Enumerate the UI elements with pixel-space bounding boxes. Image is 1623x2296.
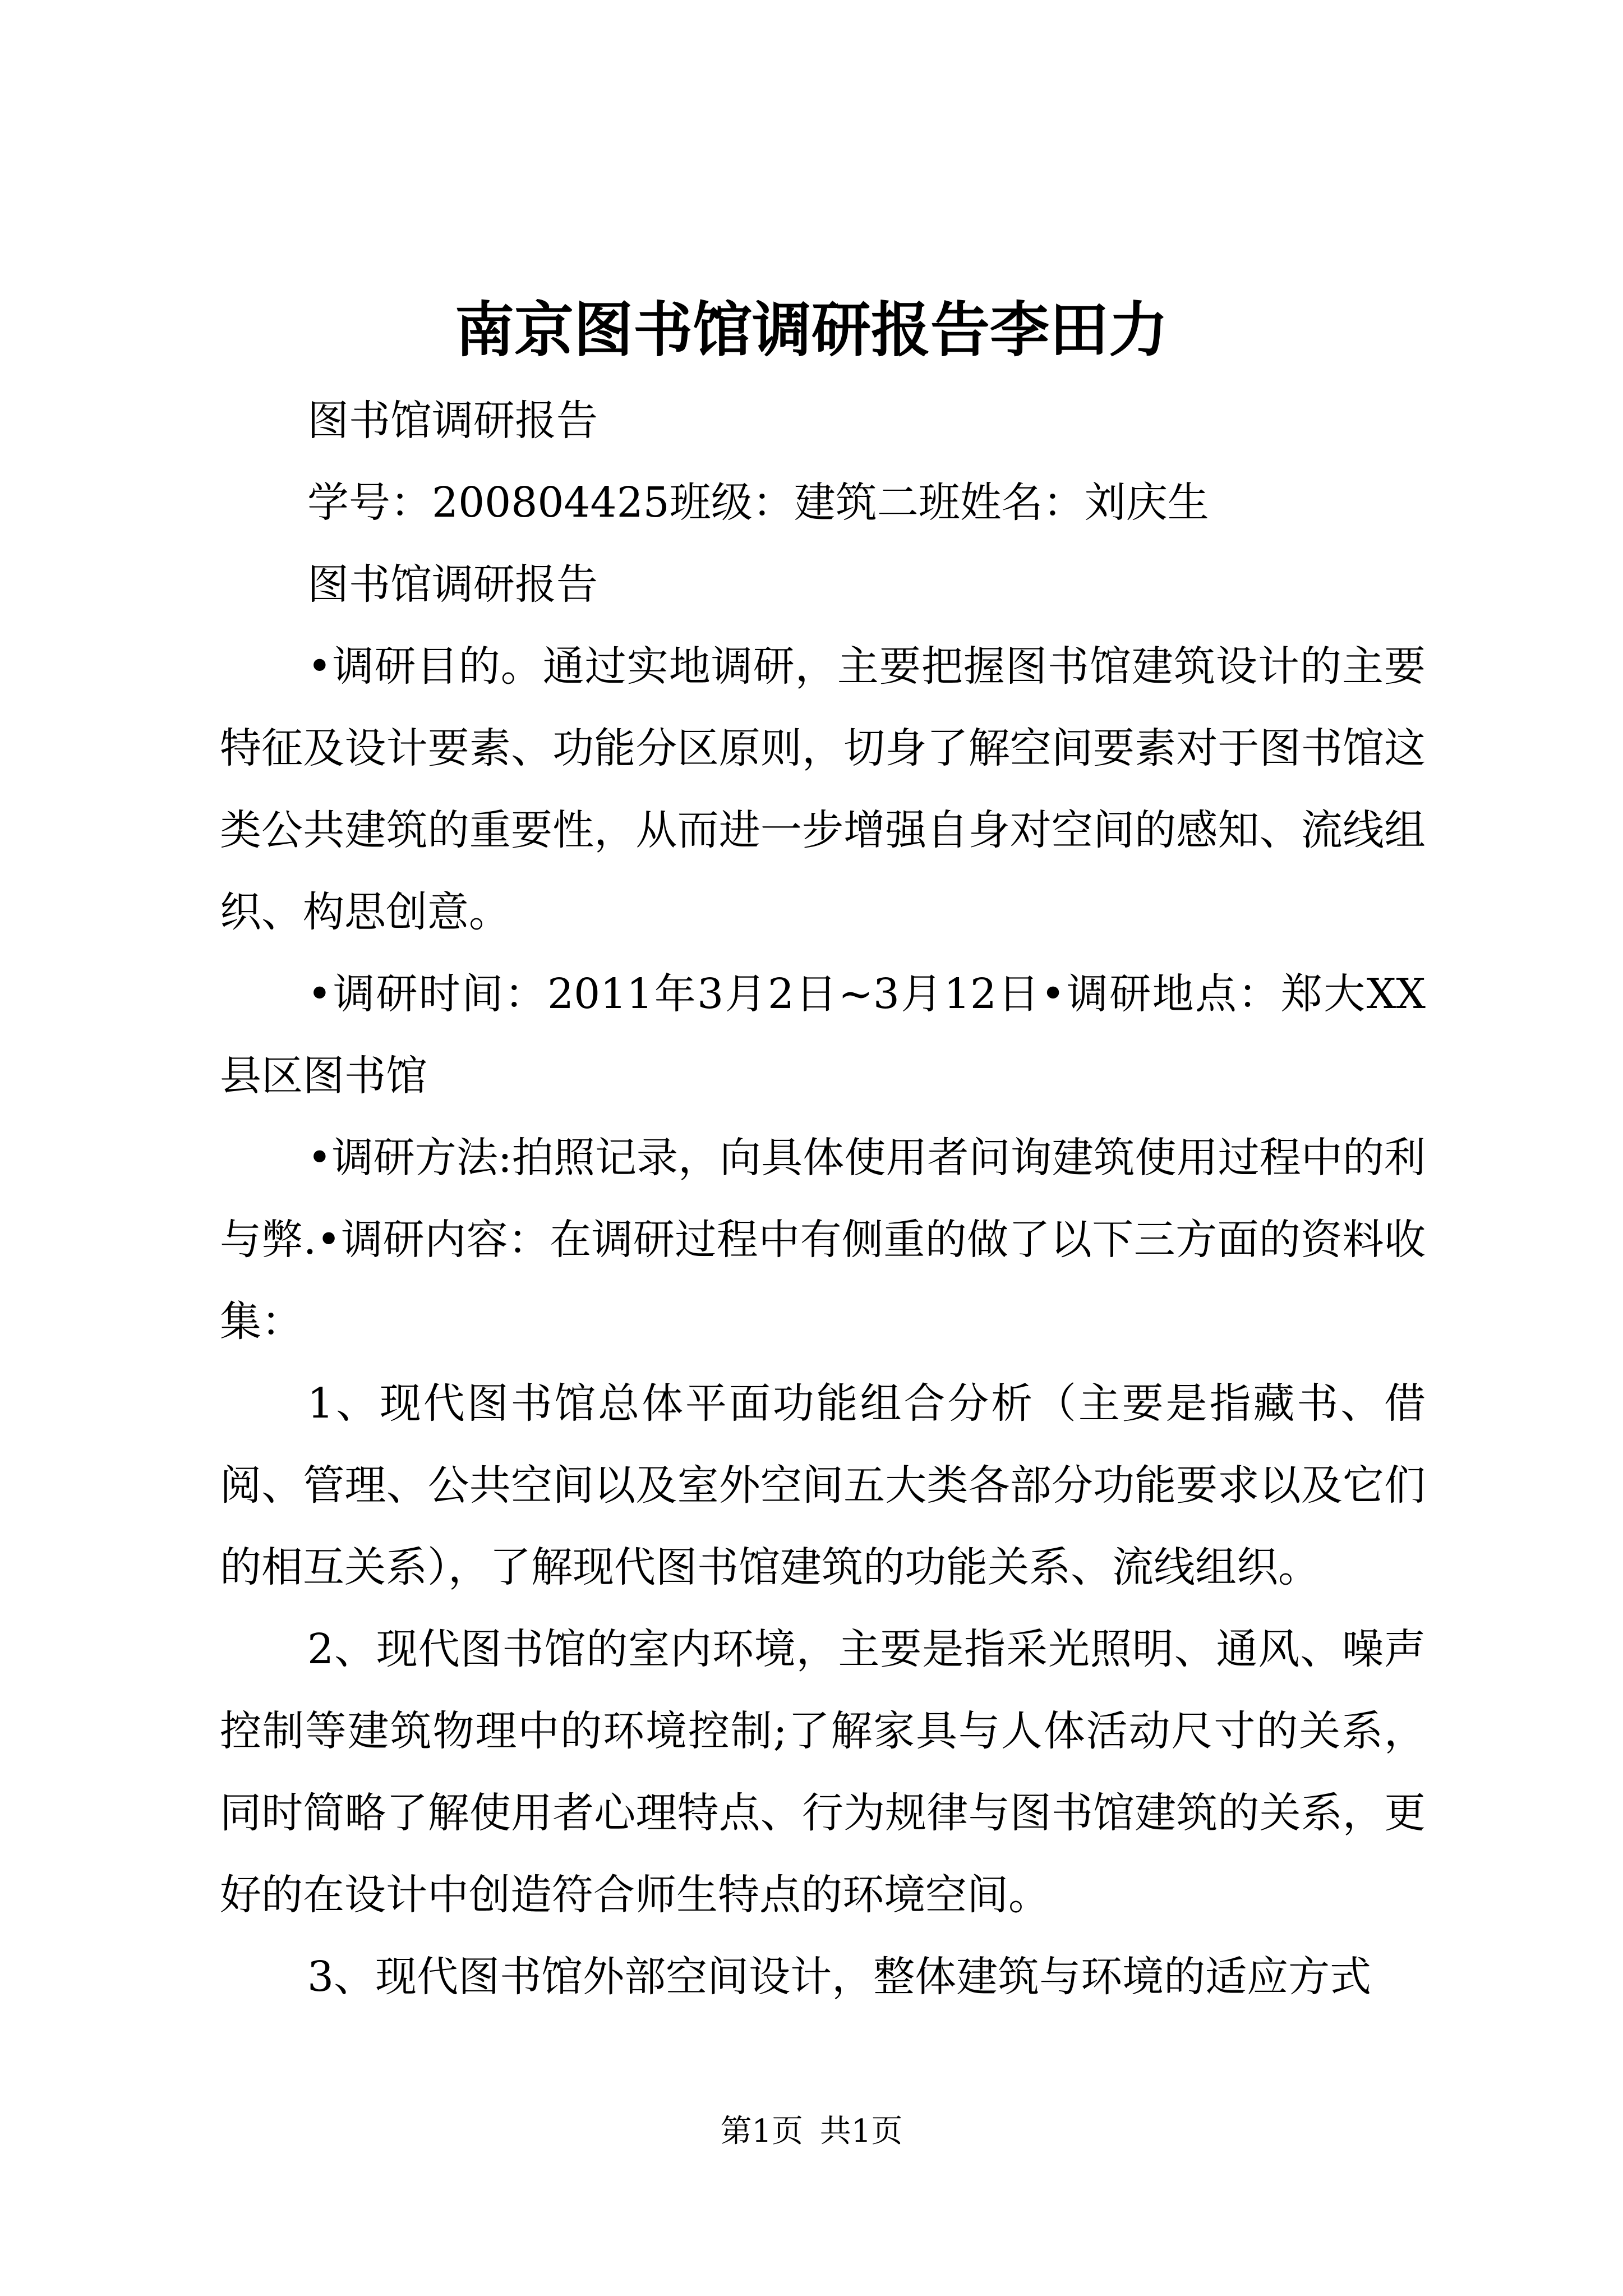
document-title: 南京图书馆调研报告李田力 bbox=[455, 295, 1168, 365]
page-number: 第1页 bbox=[720, 2113, 804, 2150]
paragraph-subtitle: 图书馆调研报告 bbox=[307, 397, 598, 445]
page-footer bbox=[0, 2109, 1623, 2154]
paragraph-subtitle-repeat: 图书馆调研报告 bbox=[307, 560, 598, 609]
document-body bbox=[220, 380, 1426, 2018]
paragraph-research-method-content: •调研方法:拍照记录，向具体使用者问询建筑使用过程中的利与弊.•调研内容：在调研过程中有侧重的做了以下三方面的资料收集： bbox=[220, 1134, 1426, 1346]
paragraph-research-purpose: •调研目的。通过实地调研，主要把握图书馆建筑设计的主要特征及设计要素、功能分区原则，切身了解空间要素对于图书馆这类公共建筑的重要性，从而进一步增强自身对空间的感知、流线组织、构思创意。 bbox=[220, 642, 1426, 936]
paragraph-item-3: 3、现代图书馆外部空间设计，整体建筑与环境的适应方式 bbox=[307, 1953, 1372, 2001]
page-total: 共1页 bbox=[819, 2113, 903, 2150]
paragraph-research-time-place: •调研时间：2011年3月2日~3月12日•调研地点：郑大XX县区图书馆 bbox=[220, 970, 1426, 1100]
paragraph-student-info: 学号：200804425班级：建筑二班姓名：刘庆生 bbox=[307, 478, 1209, 527]
paragraph-item-2: 2、现代图书馆的室内环境，主要是指采光照明、通风、噪声控制等建筑物理中的环境控制;了解家具与人体活动尺寸的关系，同时简略了解使用者心理特点、行为规律与图书馆建筑的关系，更好的在设计中创造符合师生特点的环境空间。 bbox=[220, 1625, 1426, 1919]
paragraph-item-1: 1、现代图书馆总体平面功能组合分析（主要是指藏书、借阅、管理、公共空间以及室外空间五大类各部分功能要求以及它们的相互关系），了解现代图书馆建筑的功能关系、流线组织。 bbox=[220, 1379, 1426, 1591]
